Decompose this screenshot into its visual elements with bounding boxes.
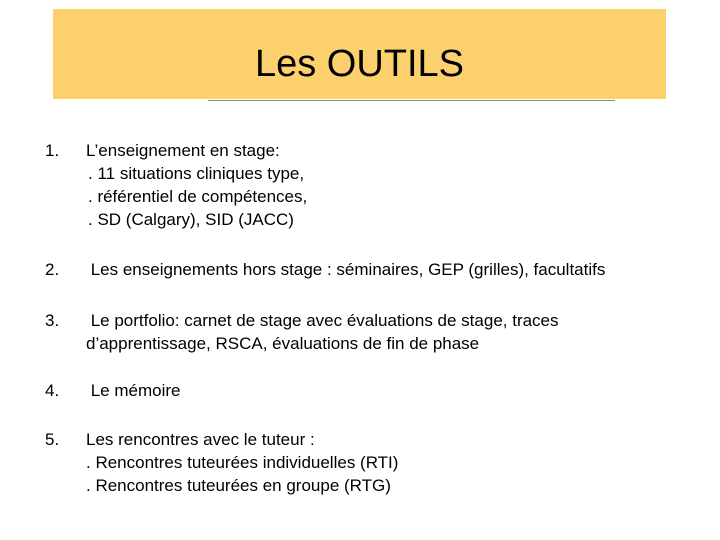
title-banner (53, 9, 666, 99)
item-line: d’apprentissage, RSCA, évaluations de fin de phase (86, 334, 480, 353)
item-body (86, 258, 605, 281)
item-body (86, 428, 398, 497)
item-line: Le portfolio: carnet de stage avec évaluations de stage, traces (86, 311, 559, 330)
item-body (86, 309, 559, 355)
item-line: Les enseignements hors stage : séminaires, GEP (grilles), facultatifs (86, 260, 606, 279)
item-line: L’enseignement en stage: (86, 141, 280, 160)
item-number: 4. (45, 381, 60, 400)
item-line: . Rencontres tuteurées en groupe (RTG) (86, 476, 391, 495)
item-number: 2. (45, 260, 60, 279)
title-underline (208, 100, 615, 101)
item-number: 3. (45, 311, 60, 330)
item-line: . Rencontres tuteurées individuelles (RTI) (86, 453, 399, 472)
item-line: Le mémoire (86, 381, 181, 400)
item-body (86, 139, 307, 231)
slide-title: Les OUTILS (254, 43, 465, 85)
item-line: . SD (Calgary), SID (JACC) (88, 210, 294, 229)
item-number: 1. (45, 141, 60, 160)
item-line: Les rencontres avec le tuteur : (86, 430, 315, 449)
item-line: . référentiel de compétences, (88, 187, 308, 206)
item-number: 5. (45, 430, 60, 449)
item-line: . 11 situations cliniques type, (88, 164, 305, 183)
item-body (86, 379, 180, 402)
